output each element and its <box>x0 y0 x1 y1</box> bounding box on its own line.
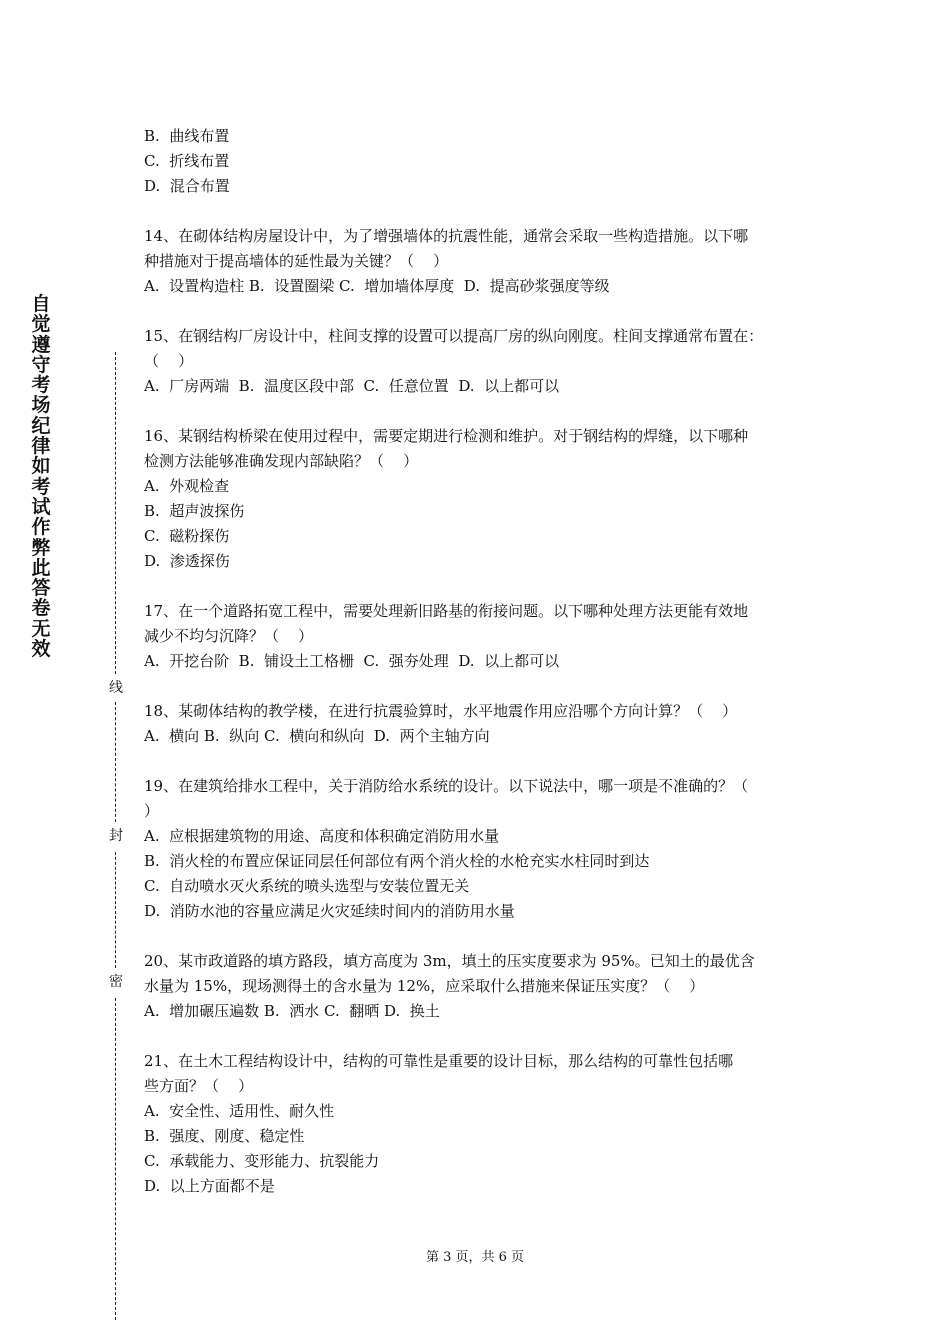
warning-char: 考 <box>31 475 51 498</box>
warning-char: 律 <box>31 435 51 458</box>
question-block <box>144 949 816 1024</box>
question-line: B. 消火栓的布置应保证同层任何部位有两个消火栓的水枪充实水柱同时到达 <box>144 852 650 870</box>
warning-char: 如 <box>31 455 51 478</box>
question-line: A. 开挖台阶 B. 铺设土工格栅 C. 强夯处理 D. 以上都可以 <box>144 652 560 670</box>
warning-char: 守 <box>31 353 51 376</box>
question-line: 种措施对于提高墙体的延性最为关键？（ ） <box>144 252 449 270</box>
question-line: B. 强度、刚度、稳定性 <box>144 1127 305 1145</box>
question-block <box>144 424 816 574</box>
page-number: 第 3 页，共 6 页 <box>425 1250 525 1265</box>
question-content <box>144 124 816 1199</box>
question-line: C. 磁粉探伤 <box>144 527 230 545</box>
question-line: A. 增加碾压遍数 B. 洒水 C. 翻晒 D. 换土 <box>144 1002 440 1020</box>
binding-label-seal: 封 <box>109 828 123 844</box>
binding-dashed-line <box>115 352 116 674</box>
question-line: C. 承载能力、变形能力、抗裂能力 <box>144 1152 380 1170</box>
question-line: 21、在土木工程结构设计中，结构的可靠性是重要的设计目标，那么结构的可靠性包括哪 <box>144 1052 734 1070</box>
question-line: 18、某砌体结构的教学楼，在进行抗震验算时，水平地震作用应沿哪个方向计算？（ ） <box>144 702 738 720</box>
warning-char: 觉 <box>31 313 51 336</box>
lead-options <box>144 124 816 199</box>
binding-label-line: 线 <box>109 680 123 696</box>
question-line: A. 外观检查 <box>144 477 230 495</box>
question-line: 15、在钢结构厂房设计中，柱间支撑的设置可以提高厂房的纵向刚度。柱间支撑通常布置在： <box>144 327 764 345</box>
warning-char: 遵 <box>31 333 51 356</box>
question-line: C. 自动喷水灭火系统的喷头选型与安装位置无关 <box>144 877 470 895</box>
binding-dashed-line <box>115 852 116 968</box>
option-line: D. 混合布置 <box>144 177 230 195</box>
question-line: D. 以上方面都不是 <box>144 1177 275 1195</box>
question-line: 14、在砌体结构房屋设计中，为了增强墙体的抗震性能，通常会采取一些构造措施。以下哪 <box>144 227 749 245</box>
question-block <box>144 699 816 749</box>
warning-char: 答 <box>31 577 51 600</box>
question-line: ） <box>144 802 160 820</box>
option-line: B. 曲线布置 <box>144 127 230 145</box>
question-line: D. 渗透探伤 <box>144 552 230 570</box>
option-line: C. 折线布置 <box>144 152 230 170</box>
warning-char: 无 <box>31 617 51 640</box>
question-line: A. 横向 B. 纵向 C. 横向和纵向 D. 两个主轴方向 <box>144 727 490 745</box>
binding-dashed-line <box>115 702 116 822</box>
question-line: A. 设置构造柱 B. 设置圈梁 C. 增加墙体厚度 D. 提高砂浆强度等级 <box>144 277 610 295</box>
question-line: 17、在一个道路拓宽工程中，需要处理新旧路基的衔接问题。以下哪种处理方法更能有效地 <box>144 602 749 620</box>
warning-char: 此 <box>31 556 51 579</box>
warning-char: 场 <box>31 394 51 417</box>
exam-discipline-warning <box>26 294 56 659</box>
question-line: 20、某市政道路的填方路段，填方高度为 3m，填土的压实度要求为 95%。已知土的最优含 <box>144 952 755 970</box>
binding-dashed-line <box>115 998 116 1320</box>
warning-char: 卷 <box>31 597 51 620</box>
question-line: B. 超声波探伤 <box>144 502 245 520</box>
question-line: A. 安全性、适用性、耐久性 <box>144 1102 335 1120</box>
question-line: A. 应根据建筑物的用途、高度和体积确定消防用水量 <box>144 827 500 845</box>
question-line: 些方面？（ ） <box>144 1077 254 1095</box>
warning-char: 效 <box>31 638 51 661</box>
question-line: 减少不均匀沉降？（ ） <box>144 627 314 645</box>
question-line: 检测方法能够准确发现内部缺陷？（ ） <box>144 452 419 470</box>
question-block <box>144 224 816 299</box>
question-block <box>144 1049 816 1199</box>
question-line: （ ） <box>144 352 194 370</box>
question-list <box>144 224 816 1199</box>
warning-char: 纪 <box>31 414 51 437</box>
question-line: 19、在建筑给排水工程中，关于消防给水系统的设计。以下说法中，哪一项是不准确的？（ <box>144 777 749 795</box>
question-line: 水量为 15%，现场测得土的含水量为 12%，应采取什么措施来保证压实度？（ ） <box>144 977 705 995</box>
question-line: A. 厂房两端 B. 温度区段中部 C. 任意位置 D. 以上都可以 <box>144 377 560 395</box>
question-block <box>144 599 816 674</box>
warning-char: 作 <box>31 516 51 539</box>
warning-char: 考 <box>31 374 51 397</box>
warning-char: 试 <box>31 495 51 518</box>
binding-label-secret: 密 <box>109 974 123 990</box>
question-block <box>144 774 816 924</box>
warning-char: 自 <box>31 293 51 315</box>
question-line: D. 消防水池的容量应满足火灾延续时间内的消防用水量 <box>144 902 515 920</box>
question-line: 16、某钢结构桥梁在使用过程中，需要定期进行检测和维护。对于钢结构的焊缝，以下哪种 <box>144 427 749 445</box>
question-block <box>144 324 816 399</box>
warning-char: 弊 <box>31 536 51 559</box>
